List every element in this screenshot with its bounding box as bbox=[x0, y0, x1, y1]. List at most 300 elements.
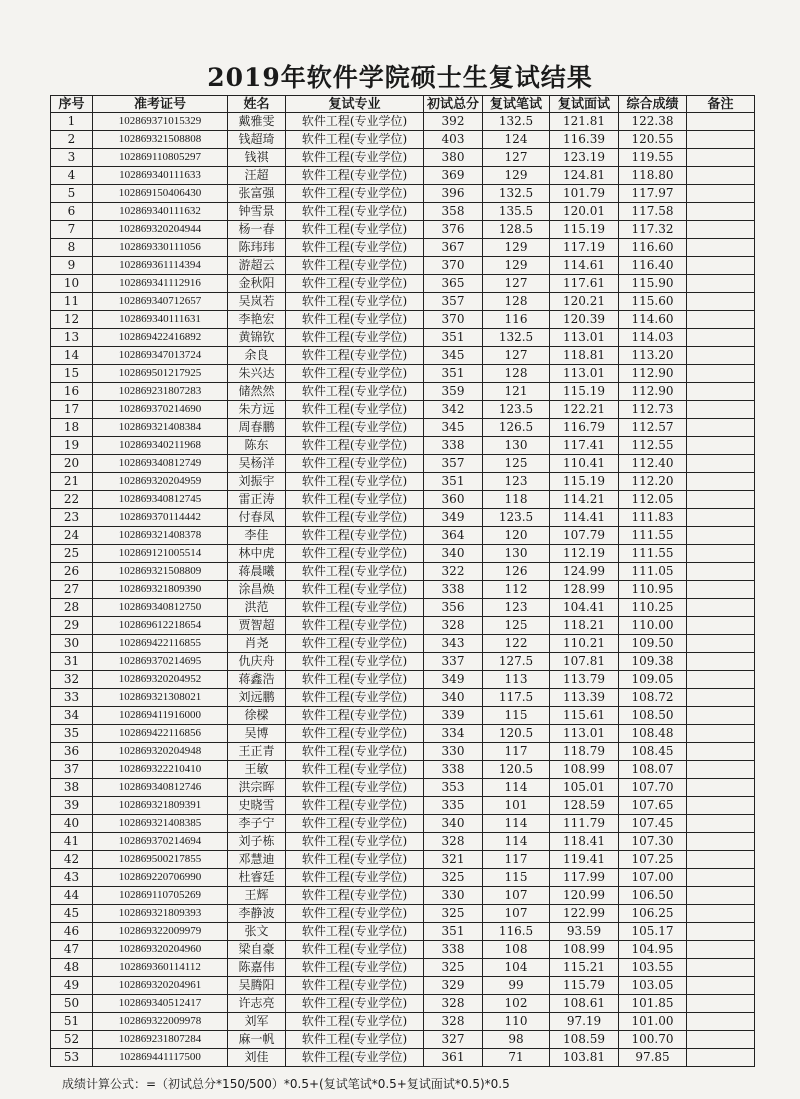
cell-name: 洪宗晖 bbox=[228, 779, 286, 797]
cell-exam-id: 102869321308021 bbox=[93, 689, 228, 707]
table-row bbox=[51, 797, 755, 815]
cell-interview: 107.81 bbox=[550, 653, 619, 671]
cell-name: 雷正涛 bbox=[228, 491, 286, 509]
cell-initial-total: 380 bbox=[424, 149, 483, 167]
cell-major: 软件工程(专业学位) bbox=[286, 131, 424, 149]
cell-overall: 107.30 bbox=[619, 833, 687, 851]
cell-name: 吴博 bbox=[228, 725, 286, 743]
table-row bbox=[51, 1049, 755, 1067]
cell-exam-id: 102869340111632 bbox=[93, 203, 228, 221]
cell-interview: 118.81 bbox=[550, 347, 619, 365]
cell-major: 软件工程(专业学位) bbox=[286, 959, 424, 977]
cell-initial-total: 358 bbox=[424, 203, 483, 221]
table-row bbox=[51, 329, 755, 347]
cell-written: 123.5 bbox=[483, 509, 550, 527]
cell-overall: 101.85 bbox=[619, 995, 687, 1013]
cell-written: 123.5 bbox=[483, 401, 550, 419]
cell-written: 107 bbox=[483, 905, 550, 923]
cell-index: 16 bbox=[51, 383, 93, 401]
table-row bbox=[51, 545, 755, 563]
cell-exam-id: 102869340812749 bbox=[93, 455, 228, 473]
cell-major: 软件工程(专业学位) bbox=[286, 779, 424, 797]
cell-interview: 118.41 bbox=[550, 833, 619, 851]
cell-initial-total: 351 bbox=[424, 473, 483, 491]
cell-interview: 110.21 bbox=[550, 635, 619, 653]
cell-interview: 117.41 bbox=[550, 437, 619, 455]
score-formula: 成绩计算公式：=（初试总分*150/500）*0.5+(复试笔试*0.5+复试面试*0.5)*0.5 bbox=[62, 1077, 510, 1091]
table-row bbox=[51, 779, 755, 797]
cell-name: 钱祺 bbox=[228, 149, 286, 167]
cell-exam-id: 102869321408385 bbox=[93, 815, 228, 833]
cell-overall: 112.90 bbox=[619, 365, 687, 383]
cell-index: 41 bbox=[51, 833, 93, 851]
cell-index: 2 bbox=[51, 131, 93, 149]
cell-name: 王正青 bbox=[228, 743, 286, 761]
cell-overall: 116.40 bbox=[619, 257, 687, 275]
cell-initial-total: 337 bbox=[424, 653, 483, 671]
cell-exam-id: 102869340712657 bbox=[93, 293, 228, 311]
cell-name: 储然然 bbox=[228, 383, 286, 401]
cell-remarks bbox=[687, 689, 755, 707]
cell-index: 6 bbox=[51, 203, 93, 221]
cell-index: 8 bbox=[51, 239, 93, 257]
table-row bbox=[51, 527, 755, 545]
cell-interview: 117.19 bbox=[550, 239, 619, 257]
cell-overall: 110.25 bbox=[619, 599, 687, 617]
cell-major: 软件工程(专业学位) bbox=[286, 329, 424, 347]
cell-index: 10 bbox=[51, 275, 93, 293]
cell-remarks bbox=[687, 1049, 755, 1067]
cell-remarks bbox=[687, 545, 755, 563]
cell-exam-id: 102869370114442 bbox=[93, 509, 228, 527]
table-row bbox=[51, 923, 755, 941]
cell-major: 软件工程(专业学位) bbox=[286, 599, 424, 617]
cell-initial-total: 351 bbox=[424, 329, 483, 347]
cell-initial-total: 321 bbox=[424, 851, 483, 869]
cell-initial-total: 330 bbox=[424, 743, 483, 761]
cell-interview: 118.21 bbox=[550, 617, 619, 635]
table-row bbox=[51, 437, 755, 455]
cell-initial-total: 328 bbox=[424, 833, 483, 851]
cell-index: 32 bbox=[51, 671, 93, 689]
cell-initial-total: 322 bbox=[424, 563, 483, 581]
cell-interview: 113.39 bbox=[550, 689, 619, 707]
cell-initial-total: 343 bbox=[424, 635, 483, 653]
cell-exam-id: 102869320204944 bbox=[93, 221, 228, 239]
table-row bbox=[51, 851, 755, 869]
cell-remarks bbox=[687, 725, 755, 743]
cell-initial-total: 370 bbox=[424, 257, 483, 275]
cell-written: 125 bbox=[483, 455, 550, 473]
cell-written: 117.5 bbox=[483, 689, 550, 707]
cell-written: 130 bbox=[483, 545, 550, 563]
cell-major: 软件工程(专业学位) bbox=[286, 617, 424, 635]
cell-written: 128 bbox=[483, 293, 550, 311]
cell-interview: 115.79 bbox=[550, 977, 619, 995]
cell-written: 121 bbox=[483, 383, 550, 401]
cell-overall: 115.60 bbox=[619, 293, 687, 311]
cell-major: 软件工程(专业学位) bbox=[286, 239, 424, 257]
cell-major: 软件工程(专业学位) bbox=[286, 563, 424, 581]
cell-remarks bbox=[687, 203, 755, 221]
cell-name: 贾智超 bbox=[228, 617, 286, 635]
cell-interview: 112.19 bbox=[550, 545, 619, 563]
cell-overall: 103.05 bbox=[619, 977, 687, 995]
header-index: 序号 bbox=[51, 96, 93, 113]
cell-exam-id: 102869370214690 bbox=[93, 401, 228, 419]
cell-exam-id: 102869347013724 bbox=[93, 347, 228, 365]
cell-interview: 115.61 bbox=[550, 707, 619, 725]
cell-written: 135.5 bbox=[483, 203, 550, 221]
cell-exam-id: 102869321809390 bbox=[93, 581, 228, 599]
table-row bbox=[51, 977, 755, 995]
cell-major: 软件工程(专业学位) bbox=[286, 581, 424, 599]
header-remarks: 备注 bbox=[687, 96, 755, 113]
cell-name: 陈东 bbox=[228, 437, 286, 455]
cell-exam-id: 102869322210410 bbox=[93, 761, 228, 779]
cell-interview: 107.79 bbox=[550, 527, 619, 545]
cell-interview: 110.41 bbox=[550, 455, 619, 473]
cell-interview: 113.79 bbox=[550, 671, 619, 689]
cell-interview: 108.99 bbox=[550, 941, 619, 959]
cell-initial-total: 338 bbox=[424, 437, 483, 455]
cell-index: 22 bbox=[51, 491, 93, 509]
cell-major: 软件工程(专业学位) bbox=[286, 869, 424, 887]
cell-written: 125 bbox=[483, 617, 550, 635]
cell-remarks bbox=[687, 365, 755, 383]
cell-initial-total: 361 bbox=[424, 1049, 483, 1067]
cell-name: 刘子栋 bbox=[228, 833, 286, 851]
cell-initial-total: 392 bbox=[424, 113, 483, 131]
cell-index: 42 bbox=[51, 851, 93, 869]
header-major: 复试专业 bbox=[286, 96, 424, 113]
cell-remarks bbox=[687, 671, 755, 689]
cell-remarks bbox=[687, 293, 755, 311]
cell-exam-id: 102869340211968 bbox=[93, 437, 228, 455]
cell-major: 软件工程(专业学位) bbox=[286, 923, 424, 941]
table-row bbox=[51, 869, 755, 887]
cell-index: 19 bbox=[51, 437, 93, 455]
cell-major: 软件工程(专业学位) bbox=[286, 185, 424, 203]
cell-name: 吴杨洋 bbox=[228, 455, 286, 473]
cell-exam-id: 102869322009979 bbox=[93, 923, 228, 941]
cell-exam-id: 102869360114112 bbox=[93, 959, 228, 977]
cell-index: 30 bbox=[51, 635, 93, 653]
cell-interview: 113.01 bbox=[550, 365, 619, 383]
cell-interview: 108.59 bbox=[550, 1031, 619, 1049]
table-row bbox=[51, 599, 755, 617]
cell-remarks bbox=[687, 383, 755, 401]
cell-exam-id: 102869411916000 bbox=[93, 707, 228, 725]
cell-exam-id: 102869110805297 bbox=[93, 149, 228, 167]
cell-overall: 112.57 bbox=[619, 419, 687, 437]
cell-major: 软件工程(专业学位) bbox=[286, 113, 424, 131]
cell-remarks bbox=[687, 527, 755, 545]
cell-initial-total: 325 bbox=[424, 905, 483, 923]
cell-index: 4 bbox=[51, 167, 93, 185]
cell-interview: 108.61 bbox=[550, 995, 619, 1013]
cell-initial-total: 330 bbox=[424, 887, 483, 905]
cell-written: 115 bbox=[483, 707, 550, 725]
cell-exam-id: 102869110705269 bbox=[93, 887, 228, 905]
cell-name: 张文 bbox=[228, 923, 286, 941]
cell-exam-id: 102869340512417 bbox=[93, 995, 228, 1013]
cell-major: 软件工程(专业学位) bbox=[286, 149, 424, 167]
cell-remarks bbox=[687, 833, 755, 851]
cell-overall: 106.50 bbox=[619, 887, 687, 905]
cell-name: 陈玮玮 bbox=[228, 239, 286, 257]
cell-name: 陈嘉伟 bbox=[228, 959, 286, 977]
cell-index: 40 bbox=[51, 815, 93, 833]
cell-index: 52 bbox=[51, 1031, 93, 1049]
cell-interview: 116.79 bbox=[550, 419, 619, 437]
cell-exam-id: 102869321809391 bbox=[93, 797, 228, 815]
cell-remarks bbox=[687, 905, 755, 923]
cell-major: 软件工程(专业学位) bbox=[286, 1031, 424, 1049]
cell-written: 110 bbox=[483, 1013, 550, 1031]
cell-overall: 107.25 bbox=[619, 851, 687, 869]
cell-exam-id: 102869501217925 bbox=[93, 365, 228, 383]
cell-index: 46 bbox=[51, 923, 93, 941]
cell-remarks bbox=[687, 437, 755, 455]
table-row bbox=[51, 383, 755, 401]
cell-initial-total: 351 bbox=[424, 365, 483, 383]
cell-written: 123 bbox=[483, 599, 550, 617]
cell-name: 李静波 bbox=[228, 905, 286, 923]
cell-overall: 107.00 bbox=[619, 869, 687, 887]
cell-overall: 118.80 bbox=[619, 167, 687, 185]
cell-index: 48 bbox=[51, 959, 93, 977]
cell-remarks bbox=[687, 599, 755, 617]
cell-exam-id: 102869340812750 bbox=[93, 599, 228, 617]
cell-interview: 101.79 bbox=[550, 185, 619, 203]
cell-name: 金秋阳 bbox=[228, 275, 286, 293]
table-row bbox=[51, 761, 755, 779]
cell-name: 朱方远 bbox=[228, 401, 286, 419]
cell-initial-total: 357 bbox=[424, 293, 483, 311]
table-row bbox=[51, 1031, 755, 1049]
cell-exam-id: 102869220706990 bbox=[93, 869, 228, 887]
cell-initial-total: 359 bbox=[424, 383, 483, 401]
cell-overall: 104.95 bbox=[619, 941, 687, 959]
cell-remarks bbox=[687, 257, 755, 275]
cell-written: 118 bbox=[483, 491, 550, 509]
cell-initial-total: 328 bbox=[424, 1013, 483, 1031]
cell-remarks bbox=[687, 635, 755, 653]
table-row bbox=[51, 509, 755, 527]
cell-written: 104 bbox=[483, 959, 550, 977]
table-row bbox=[51, 167, 755, 185]
cell-overall: 110.00 bbox=[619, 617, 687, 635]
cell-index: 14 bbox=[51, 347, 93, 365]
cell-written: 122 bbox=[483, 635, 550, 653]
cell-interview: 115.19 bbox=[550, 473, 619, 491]
cell-initial-total: 339 bbox=[424, 707, 483, 725]
cell-written: 123 bbox=[483, 473, 550, 491]
table-row bbox=[51, 905, 755, 923]
cell-remarks bbox=[687, 473, 755, 491]
cell-overall: 106.25 bbox=[619, 905, 687, 923]
cell-written: 132.5 bbox=[483, 113, 550, 131]
cell-index: 26 bbox=[51, 563, 93, 581]
cell-interview: 118.79 bbox=[550, 743, 619, 761]
cell-remarks bbox=[687, 149, 755, 167]
cell-exam-id: 102869441117500 bbox=[93, 1049, 228, 1067]
cell-remarks bbox=[687, 329, 755, 347]
cell-interview: 120.99 bbox=[550, 887, 619, 905]
cell-index: 17 bbox=[51, 401, 93, 419]
cell-interview: 122.21 bbox=[550, 401, 619, 419]
cell-index: 24 bbox=[51, 527, 93, 545]
cell-exam-id: 102869340111631 bbox=[93, 311, 228, 329]
cell-exam-id: 102869231807284 bbox=[93, 1031, 228, 1049]
cell-overall: 115.90 bbox=[619, 275, 687, 293]
cell-index: 21 bbox=[51, 473, 93, 491]
cell-remarks bbox=[687, 1031, 755, 1049]
table-row bbox=[51, 581, 755, 599]
cell-index: 33 bbox=[51, 689, 93, 707]
cell-overall: 103.55 bbox=[619, 959, 687, 977]
cell-overall: 101.00 bbox=[619, 1013, 687, 1031]
cell-overall: 107.65 bbox=[619, 797, 687, 815]
cell-written: 117 bbox=[483, 743, 550, 761]
cell-major: 软件工程(专业学位) bbox=[286, 1013, 424, 1031]
cell-initial-total: 353 bbox=[424, 779, 483, 797]
cell-exam-id: 102869340812745 bbox=[93, 491, 228, 509]
cell-interview: 117.61 bbox=[550, 275, 619, 293]
cell-major: 软件工程(专业学位) bbox=[286, 671, 424, 689]
table-row bbox=[51, 275, 755, 293]
cell-major: 软件工程(专业学位) bbox=[286, 689, 424, 707]
cell-index: 50 bbox=[51, 995, 93, 1013]
table-row bbox=[51, 419, 755, 437]
cell-overall: 117.32 bbox=[619, 221, 687, 239]
cell-interview: 115.19 bbox=[550, 221, 619, 239]
cell-major: 软件工程(专业学位) bbox=[286, 347, 424, 365]
cell-exam-id: 102869361114394 bbox=[93, 257, 228, 275]
cell-major: 软件工程(专业学位) bbox=[286, 419, 424, 437]
cell-interview: 122.99 bbox=[550, 905, 619, 923]
cell-remarks bbox=[687, 347, 755, 365]
cell-interview: 116.39 bbox=[550, 131, 619, 149]
cell-written: 114 bbox=[483, 815, 550, 833]
cell-written: 127 bbox=[483, 149, 550, 167]
cell-interview: 120.01 bbox=[550, 203, 619, 221]
cell-interview: 114.61 bbox=[550, 257, 619, 275]
cell-interview: 113.01 bbox=[550, 725, 619, 743]
table-row bbox=[51, 671, 755, 689]
cell-remarks bbox=[687, 941, 755, 959]
cell-exam-id: 102869370214694 bbox=[93, 833, 228, 851]
cell-remarks bbox=[687, 653, 755, 671]
cell-index: 47 bbox=[51, 941, 93, 959]
cell-major: 软件工程(专业学位) bbox=[286, 311, 424, 329]
cell-overall: 112.73 bbox=[619, 401, 687, 419]
cell-major: 软件工程(专业学位) bbox=[286, 455, 424, 473]
cell-remarks bbox=[687, 977, 755, 995]
cell-remarks bbox=[687, 131, 755, 149]
cell-remarks bbox=[687, 797, 755, 815]
cell-major: 软件工程(专业学位) bbox=[286, 761, 424, 779]
cell-name: 李艳宏 bbox=[228, 311, 286, 329]
cell-exam-id: 102869320204960 bbox=[93, 941, 228, 959]
cell-exam-id: 102869150406430 bbox=[93, 185, 228, 203]
cell-overall: 116.60 bbox=[619, 239, 687, 257]
cell-index: 31 bbox=[51, 653, 93, 671]
table-row bbox=[51, 185, 755, 203]
cell-major: 软件工程(专业学位) bbox=[286, 473, 424, 491]
cell-name: 戴雅雯 bbox=[228, 113, 286, 131]
cell-major: 软件工程(专业学位) bbox=[286, 491, 424, 509]
cell-remarks bbox=[687, 239, 755, 257]
table-row bbox=[51, 293, 755, 311]
cell-remarks bbox=[687, 221, 755, 239]
cell-name: 徐樑 bbox=[228, 707, 286, 725]
cell-name: 周春鹏 bbox=[228, 419, 286, 437]
table-row bbox=[51, 113, 755, 131]
cell-written: 108 bbox=[483, 941, 550, 959]
cell-interview: 113.01 bbox=[550, 329, 619, 347]
cell-index: 43 bbox=[51, 869, 93, 887]
cell-name: 刘佳 bbox=[228, 1049, 286, 1067]
cell-overall: 120.55 bbox=[619, 131, 687, 149]
cell-major: 软件工程(专业学位) bbox=[286, 509, 424, 527]
cell-initial-total: 328 bbox=[424, 617, 483, 635]
cell-interview: 108.99 bbox=[550, 761, 619, 779]
cell-interview: 115.19 bbox=[550, 383, 619, 401]
cell-remarks bbox=[687, 491, 755, 509]
cell-remarks bbox=[687, 761, 755, 779]
table-row bbox=[51, 365, 755, 383]
cell-remarks bbox=[687, 401, 755, 419]
cell-initial-total: 338 bbox=[424, 761, 483, 779]
cell-index: 53 bbox=[51, 1049, 93, 1067]
table-row bbox=[51, 455, 755, 473]
table-row bbox=[51, 311, 755, 329]
cell-written: 132.5 bbox=[483, 185, 550, 203]
cell-initial-total: 365 bbox=[424, 275, 483, 293]
cell-remarks bbox=[687, 311, 755, 329]
cell-index: 23 bbox=[51, 509, 93, 527]
cell-name: 邓慧迪 bbox=[228, 851, 286, 869]
header-written: 复试笔试 bbox=[483, 96, 550, 113]
table-row bbox=[51, 725, 755, 743]
cell-remarks bbox=[687, 113, 755, 131]
cell-written: 102 bbox=[483, 995, 550, 1013]
cell-overall: 107.70 bbox=[619, 779, 687, 797]
cell-exam-id: 102869330111056 bbox=[93, 239, 228, 257]
cell-index: 44 bbox=[51, 887, 93, 905]
cell-exam-id: 102869321508809 bbox=[93, 563, 228, 581]
header-exam-id: 准考证号 bbox=[93, 96, 228, 113]
cell-remarks bbox=[687, 779, 755, 797]
table-row bbox=[51, 887, 755, 905]
cell-major: 软件工程(专业学位) bbox=[286, 887, 424, 905]
cell-major: 软件工程(专业学位) bbox=[286, 527, 424, 545]
table-row bbox=[51, 203, 755, 221]
cell-interview: 105.01 bbox=[550, 779, 619, 797]
table-row bbox=[51, 617, 755, 635]
cell-major: 软件工程(专业学位) bbox=[286, 851, 424, 869]
cell-initial-total: 345 bbox=[424, 419, 483, 437]
cell-overall: 111.05 bbox=[619, 563, 687, 581]
cell-interview: 114.41 bbox=[550, 509, 619, 527]
cell-overall: 110.95 bbox=[619, 581, 687, 599]
cell-initial-total: 325 bbox=[424, 869, 483, 887]
cell-name: 钱超琦 bbox=[228, 131, 286, 149]
cell-exam-id: 102869321508808 bbox=[93, 131, 228, 149]
cell-initial-total: 327 bbox=[424, 1031, 483, 1049]
